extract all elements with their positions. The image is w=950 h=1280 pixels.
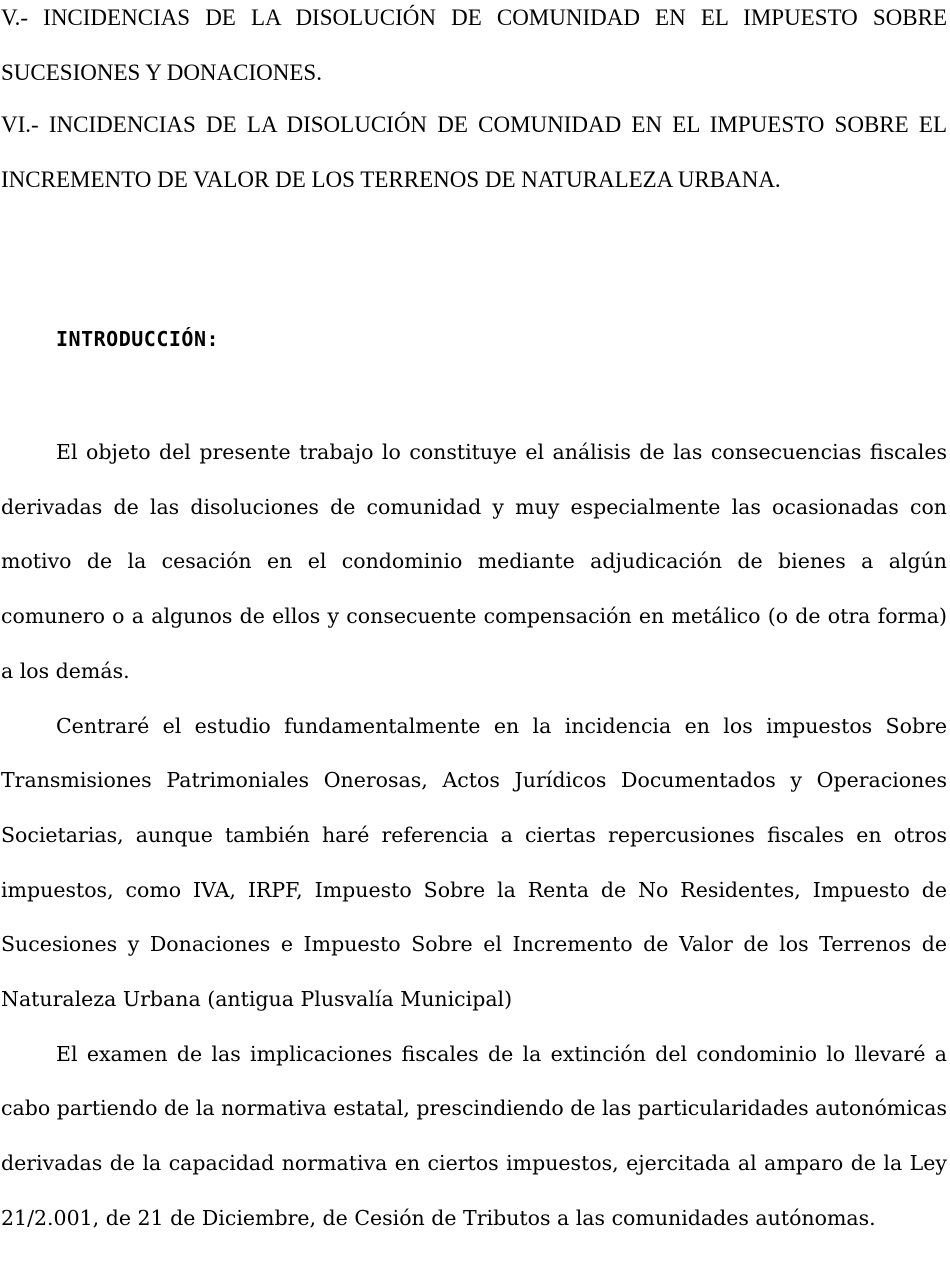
- section-heading-vi: VI.- INCIDENCIAS DE LA DISOLUCIÓN DE COMUNIDAD EN EL IMPUESTO SOBRE EL INCREMENTO DE VALOR DE LOS TERRENOS DE NATURALEZA URBANA.: [1, 112, 947, 192]
- paragraph-examen: El examen de las implicaciones fiscales de la extinción del condominio lo llevaré a cabo partiendo de la normativa estatal, prescindiendo de las particularidades autonómicas derivadas de la capacidad normativa en ciertos impuestos, ejercitada al amparo de la Ley 21/2.001, de 21 de Diciembre, de Cesión de Tributos a las comunidades autónomas.: [1, 1041, 947, 1230]
- introduction-title: INTRODUCCIÓN:: [56, 327, 220, 351]
- section-heading-v: V.- INCIDENCIAS DE LA DISOLUCIÓN DE COMUNIDAD EN EL IMPUESTO SOBRE SUCESIONES Y DONACIONES.: [1, 5, 947, 85]
- body-text: [1, 425, 947, 1246]
- paragraph-estudio: Centraré el estudio fundamentalmente en la incidencia en los impuestos Sobre Transmisiones Patrimoniales Onerosas, Actos Jurídicos Documentados y Operaciones Societarias, aunque también haré referencia a ciertas repercusiones fiscales en otros impuestos, como IVA, IRPF, Impuesto Sobre la Renta de No Residentes, Impuesto de Sucesiones y Donaciones e Impuesto Sobre el Incremento de Valor de los Terrenos de Naturaleza Urbana (antigua Plusvalía Municipal): [1, 713, 947, 1012]
- paragraph-objeto: El objeto del presente trabajo lo constituye el análisis de las consecuencias fiscales derivadas de las disoluciones de comunidad y muy especialmente las ocasionadas con motivo de la cesación en el condominio mediante adjudicación de bienes a algún comunero o a algunos de ellos y consecuente compensación en metálico (o de otra forma) a los demás.: [1, 440, 947, 683]
